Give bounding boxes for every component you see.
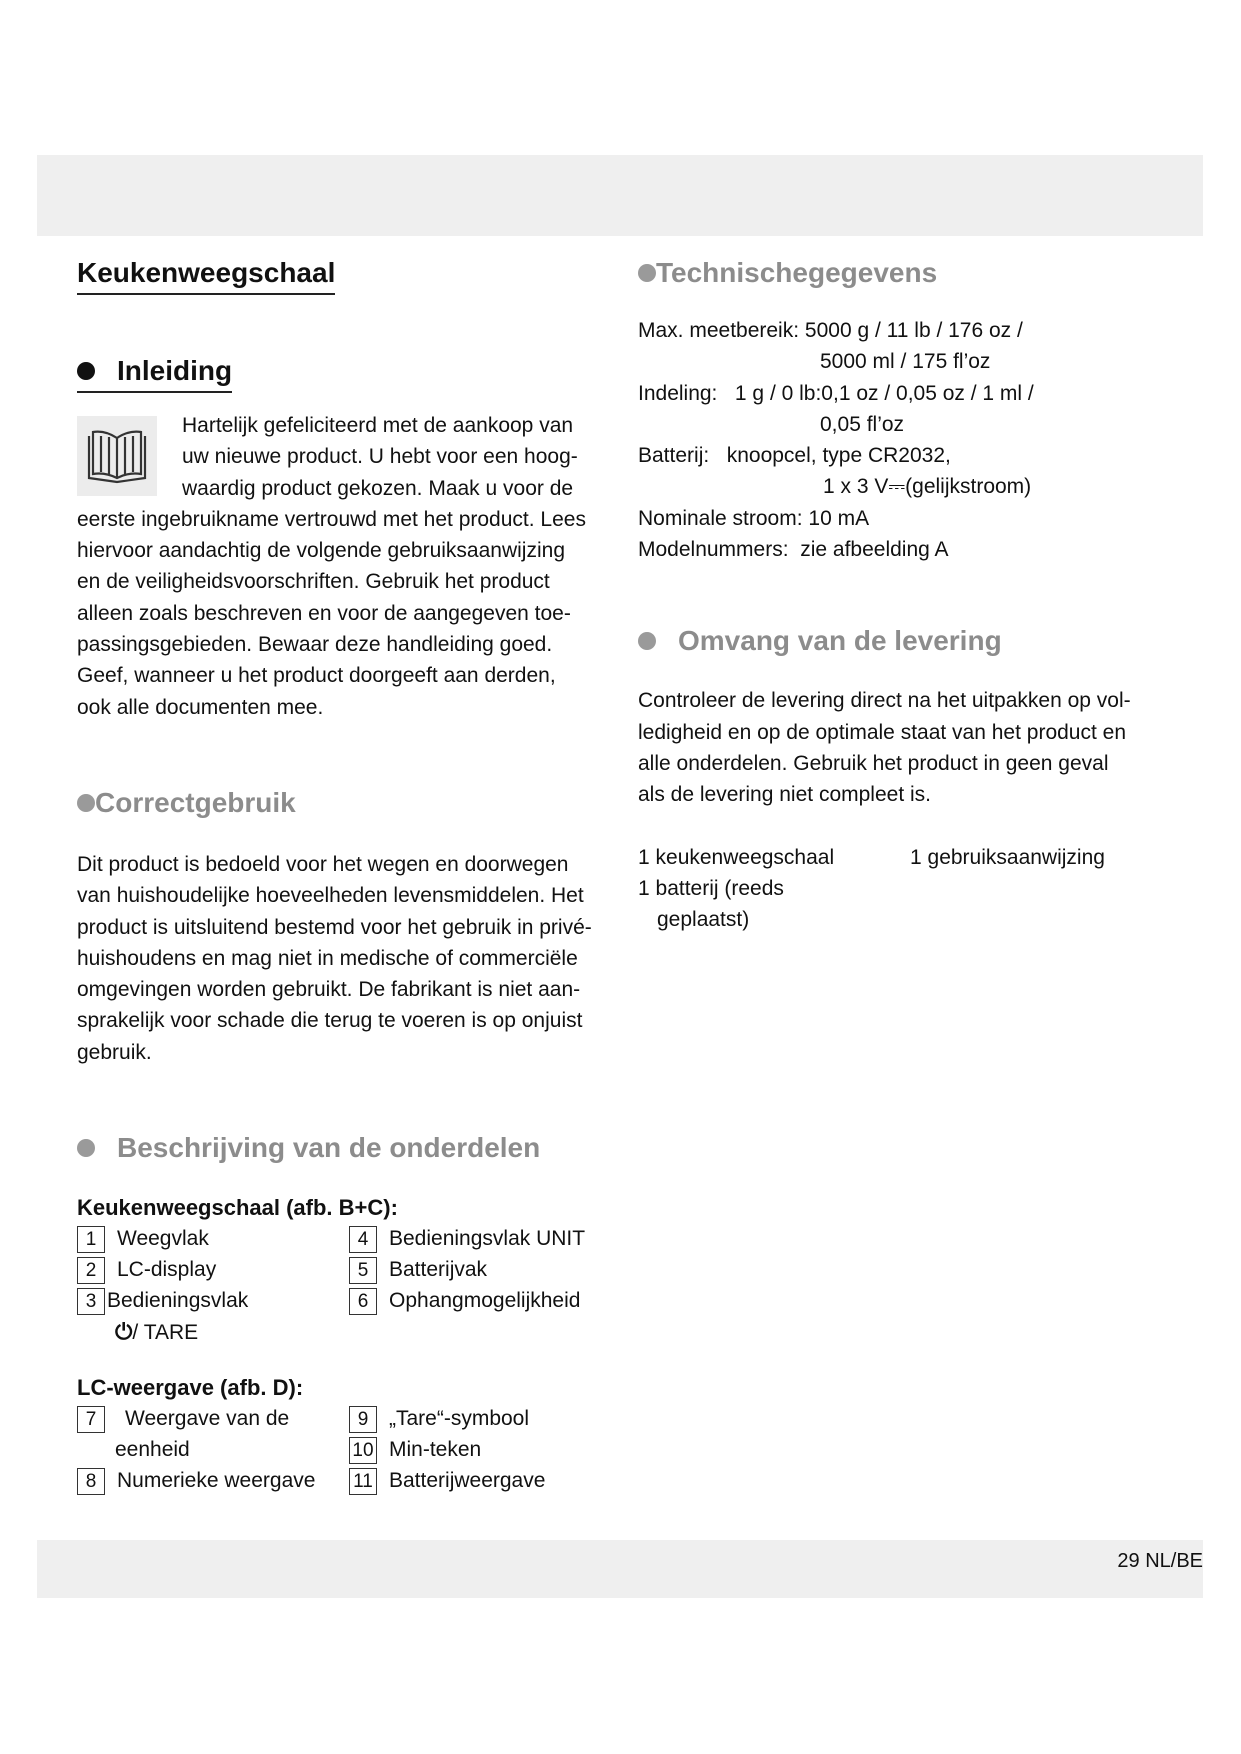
part-number: 10 — [349, 1437, 377, 1464]
delivery-item: 1 keukenweegschaal — [638, 845, 835, 869]
delivery-item: geplaatst) — [657, 908, 750, 932]
spec-key: Indeling: — [638, 381, 718, 405]
spec-value: zie afbeelding A — [800, 538, 949, 562]
intro-block — [77, 410, 607, 723]
bullet-icon — [77, 1139, 95, 1157]
correct-use-line: product is uitsluitend bestemd voor het gebruik in privé- — [77, 915, 592, 939]
bullet-icon — [638, 264, 656, 282]
delivery-line: alle onderdelen. Gebruik het product in geen geval — [638, 751, 1109, 775]
correct-use-line: huishoudens en mag niet in medische of commerciële — [77, 946, 578, 970]
book-icon — [77, 416, 157, 496]
spec-row — [638, 440, 1168, 471]
spec-row — [638, 503, 1168, 534]
part-number: 8 — [77, 1468, 105, 1495]
delivery-items — [638, 842, 1168, 936]
spec-row — [638, 346, 1168, 377]
delivery-line: Controleer de levering direct na het uitpakken op vol- — [638, 689, 1131, 713]
correct-use-heading-text: Correctgebruik — [95, 786, 296, 818]
part-item — [77, 1285, 349, 1348]
lcd-right-col — [349, 1403, 607, 1465]
dc-symbol: ⎓ — [888, 475, 906, 499]
part-label: Ophangmogelijkheid — [389, 1289, 581, 1313]
part-number: 9 — [349, 1406, 377, 1433]
intro-line: hiervoor aandachtig de volgende gebruiksaanwijzing — [77, 539, 565, 563]
part-label: Batterijvak — [389, 1258, 488, 1282]
lcd-parts-list — [77, 1403, 607, 1496]
spec-row — [638, 409, 1168, 440]
left-column — [77, 255, 607, 1496]
part-item — [349, 1254, 607, 1285]
spec-value: 5000 ml / 175 fl’oz — [820, 350, 991, 374]
spec-value: 1 x 3 V — [823, 475, 889, 499]
part-label-line: / TARE — [132, 1321, 199, 1345]
power-icon: ⏻ — [115, 1319, 133, 1345]
section-heading-tech — [638, 255, 1168, 291]
part-label: Batterijweergave — [389, 1469, 546, 1493]
part-label: Numerieke weergave — [117, 1469, 316, 1493]
intro-heading-text: Inleiding — [117, 355, 233, 386]
bullet-icon — [77, 794, 95, 812]
spec-key: Batterij: — [638, 444, 710, 468]
footer-band — [37, 1540, 1203, 1598]
part-item — [349, 1465, 607, 1496]
parts-heading-text: Beschrijving van de onderdelen — [117, 1132, 541, 1164]
intro-line: waardig product gekozen. Maak u voor de — [182, 476, 574, 500]
part-label-line: Weergave van de — [125, 1407, 290, 1431]
part-item — [77, 1465, 349, 1496]
correct-use-line: sprakelijk voor schade die terug te voeren is op onjuist — [77, 1009, 583, 1033]
delivery-col-right — [910, 842, 1168, 936]
spec-value: knoopcel, type CR2032, — [726, 444, 951, 468]
delivery-line: als de levering niet compleet is. — [638, 783, 931, 807]
part-item — [349, 1285, 607, 1348]
spec-key: Nominale stroom: — [638, 506, 803, 530]
bullet-icon — [638, 632, 656, 650]
intro-line: en de veiligheidsvoorschriften. Gebruik het product — [77, 570, 550, 594]
spec-row — [638, 315, 1168, 346]
header-band — [37, 155, 1203, 236]
correct-use-line: van huishoudelijke hoeveelheden levensmiddelen. Het — [77, 884, 584, 908]
part-item — [77, 1254, 349, 1285]
part-label: „Tare“-symbool — [389, 1407, 530, 1431]
delivery-col-left — [638, 842, 910, 936]
section-heading-correct-use — [77, 785, 607, 821]
delivery-block — [638, 685, 1168, 810]
tech-specs — [638, 315, 1168, 565]
lcd-parts-heading: LC-weergave (afb. D): — [77, 1375, 304, 1401]
part-number: 5 — [349, 1257, 377, 1284]
section-heading-delivery — [638, 623, 1168, 659]
part-label — [115, 1403, 290, 1465]
part-label-line: Bedieningsvlak — [107, 1289, 249, 1313]
spec-row — [638, 534, 1168, 565]
part-label-line: eenheid — [115, 1438, 190, 1462]
correct-use-line: Dit product is bedoeld voor het wegen en doorwegen — [77, 852, 569, 876]
intro-line: Hartelijk gefeliciteerd met de aankoop van — [182, 414, 574, 437]
spec-value: 1 g / 0 lb:0,1 oz / 0,05 oz / 1 ml / — [734, 381, 1034, 405]
part-number: 11 — [349, 1468, 377, 1495]
part-label: Bedieningsvlak UNIT — [389, 1227, 586, 1251]
page-title: Keukenweegschaal — [77, 255, 335, 295]
correct-use-line: omgevingen worden gebruikt. De fabrikant is niet aan- — [77, 978, 581, 1002]
scale-parts-heading: Keukenweegschaal (afb. B+C): — [77, 1195, 398, 1221]
part-number: 2 — [77, 1257, 105, 1284]
spec-value: 10 mA — [808, 506, 870, 530]
intro-line: Geef, wanneer u het product doorgeeft aan derden, — [77, 664, 556, 688]
correct-use-line: gebruik. — [77, 1040, 152, 1064]
spec-row — [638, 471, 1168, 502]
scale-parts-list — [77, 1223, 607, 1348]
intro-line: passingsgebieden. Bewaar deze handleiding goed. — [77, 633, 553, 657]
bullet-icon — [77, 362, 95, 380]
spec-value: 0,05 fl’oz — [820, 412, 905, 436]
part-label: Weegvlak — [117, 1227, 209, 1251]
part-item — [349, 1434, 607, 1465]
page-number: 29 NL/BE — [1117, 1550, 1203, 1572]
spec-key: Max. meetbereik: — [638, 319, 800, 342]
spec-value: 5000 g / 11 lb / 176 oz / — [804, 319, 1023, 342]
spec-value: (gelijkstroom) — [905, 475, 1032, 499]
spec-row — [638, 378, 1168, 409]
part-label: LC-display — [117, 1258, 217, 1282]
part-item — [77, 1403, 349, 1465]
part-number: 7 — [77, 1406, 105, 1433]
delivery-item: 1 gebruiksaanwijzing — [910, 845, 1105, 869]
intro-line: alleen zoals beschreven en voor de aangegeven toe- — [77, 601, 571, 625]
delivery-line: ledigheid en op de optimale staat van het product en — [638, 720, 1127, 744]
part-item — [349, 1223, 607, 1254]
section-heading-intro — [77, 353, 232, 393]
delivery-heading-text: Omvang van de levering — [678, 625, 1002, 657]
spec-key: Modelnummers: — [638, 538, 789, 562]
part-item — [77, 1223, 349, 1254]
part-label: Min-teken — [389, 1438, 482, 1462]
delivery-item: 1 batterij (reeds — [638, 876, 784, 900]
section-heading-parts — [77, 1130, 607, 1166]
correct-use-block — [77, 849, 607, 1068]
right-column — [638, 255, 1168, 935]
part-number: 4 — [349, 1226, 377, 1253]
part-number: 1 — [77, 1226, 105, 1253]
part-number: 3 — [77, 1288, 105, 1315]
part-number: 6 — [349, 1288, 377, 1315]
intro-line: uw nieuwe product. U hebt voor een hoog- — [182, 445, 578, 469]
intro-line: ook alle documenten mee. — [77, 695, 324, 719]
intro-line: eerste ingebruikname vertrouwd met het product. Lees — [77, 507, 586, 531]
part-item — [349, 1403, 607, 1434]
part-label — [107, 1285, 248, 1348]
tech-heading-text: Technischegegevens — [656, 257, 938, 288]
